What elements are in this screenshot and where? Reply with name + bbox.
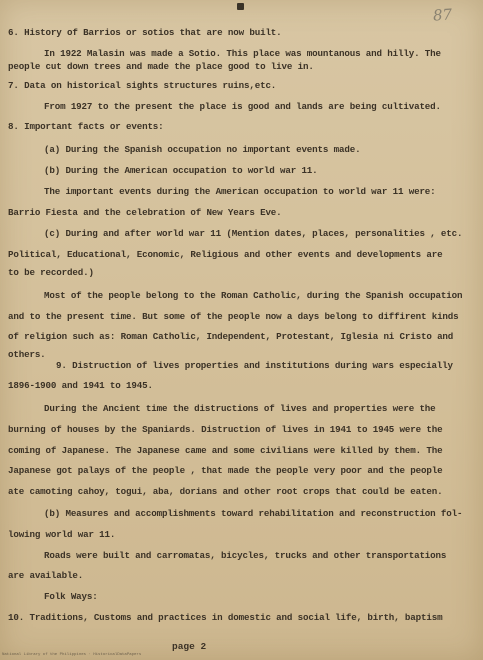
text-line: 6. History of Barrios or sotios that are now built. bbox=[8, 27, 282, 38]
text-line: lowing world war 11. bbox=[8, 529, 116, 540]
text-line: Folk Ways: bbox=[44, 591, 98, 602]
page-footer: page 2 bbox=[172, 641, 207, 652]
text-line: (b) During the American occupation to world war 11. bbox=[44, 165, 318, 176]
text-line: 8. Important facts or events: bbox=[8, 121, 164, 132]
text-line: Political, Educational, Economic, Religious and other events and developments are bbox=[8, 249, 443, 260]
text-line: 1896-1900 and 1941 to 1945. bbox=[8, 380, 153, 391]
binding-mark bbox=[237, 3, 244, 10]
text-line: ate camoting cahoy, togui, aba, dorians and other root crops that could be eaten. bbox=[8, 486, 443, 497]
text-line: (c) During and after world war 11 (Mention dates, places, personalities , etc. bbox=[44, 228, 463, 239]
text-line: others. bbox=[8, 349, 46, 360]
text-line: Most of the people belong to the Roman Catholic, during the Spanish occupation bbox=[44, 290, 463, 301]
text-line: people cut down trees and made the place good to live in. bbox=[8, 61, 314, 72]
text-line: (a) During the Spanish occupation no important events made. bbox=[44, 144, 361, 155]
text-line: From 1927 to the present the place is good and lands are being cultivated. bbox=[44, 101, 441, 112]
handwritten-page-number: 87 bbox=[432, 5, 453, 25]
text-line: Roads were built and carromatas, bicycles, trucks and other transportations bbox=[44, 550, 447, 561]
text-line: to be recorded.) bbox=[8, 267, 94, 278]
text-line: During the Ancient time the distructions of lives and properties were the bbox=[44, 403, 436, 414]
text-line: burning of houses by the Spaniards. Distruction of lives in 1941 to 1945 were the bbox=[8, 424, 443, 435]
text-line: 10. Traditions, Customs and practices in domestic and social life, birth, baptism bbox=[8, 612, 443, 623]
text-line: of religion such as: Roman Catholic, Independent, Protestant, Iglesia ni Cristo and bbox=[8, 331, 454, 342]
text-line: 7. Data on historical sights structures ruins,etc. bbox=[8, 80, 277, 91]
text-line: and to the present time. But some of the people now a days belong to diffirent kinds bbox=[8, 311, 459, 322]
archive-credit: National Library of the Philippines · HistoricalDataPapers bbox=[2, 653, 142, 657]
text-line: Japanese got palays of the people , that made the people very poor and the people bbox=[8, 465, 443, 476]
text-line: 9. Distruction of lives properties and institutions during wars especially bbox=[56, 360, 453, 371]
text-line: coming of Japanese. The Japanese came and some civilians were killed by them. The bbox=[8, 445, 443, 456]
text-line: are available. bbox=[8, 570, 84, 581]
text-line: In 1922 Malasin was made a Sotio. This place was mountanous and hilly. The bbox=[44, 48, 441, 59]
text-line: The important events during the American occupation to world war 11 were: bbox=[44, 186, 436, 197]
text-line: Barrio Fiesta and the celebration of New Years Eve. bbox=[8, 207, 282, 218]
text-line: (b) Measures and accomplishments toward rehabilitation and reconstruction fol- bbox=[44, 508, 463, 519]
